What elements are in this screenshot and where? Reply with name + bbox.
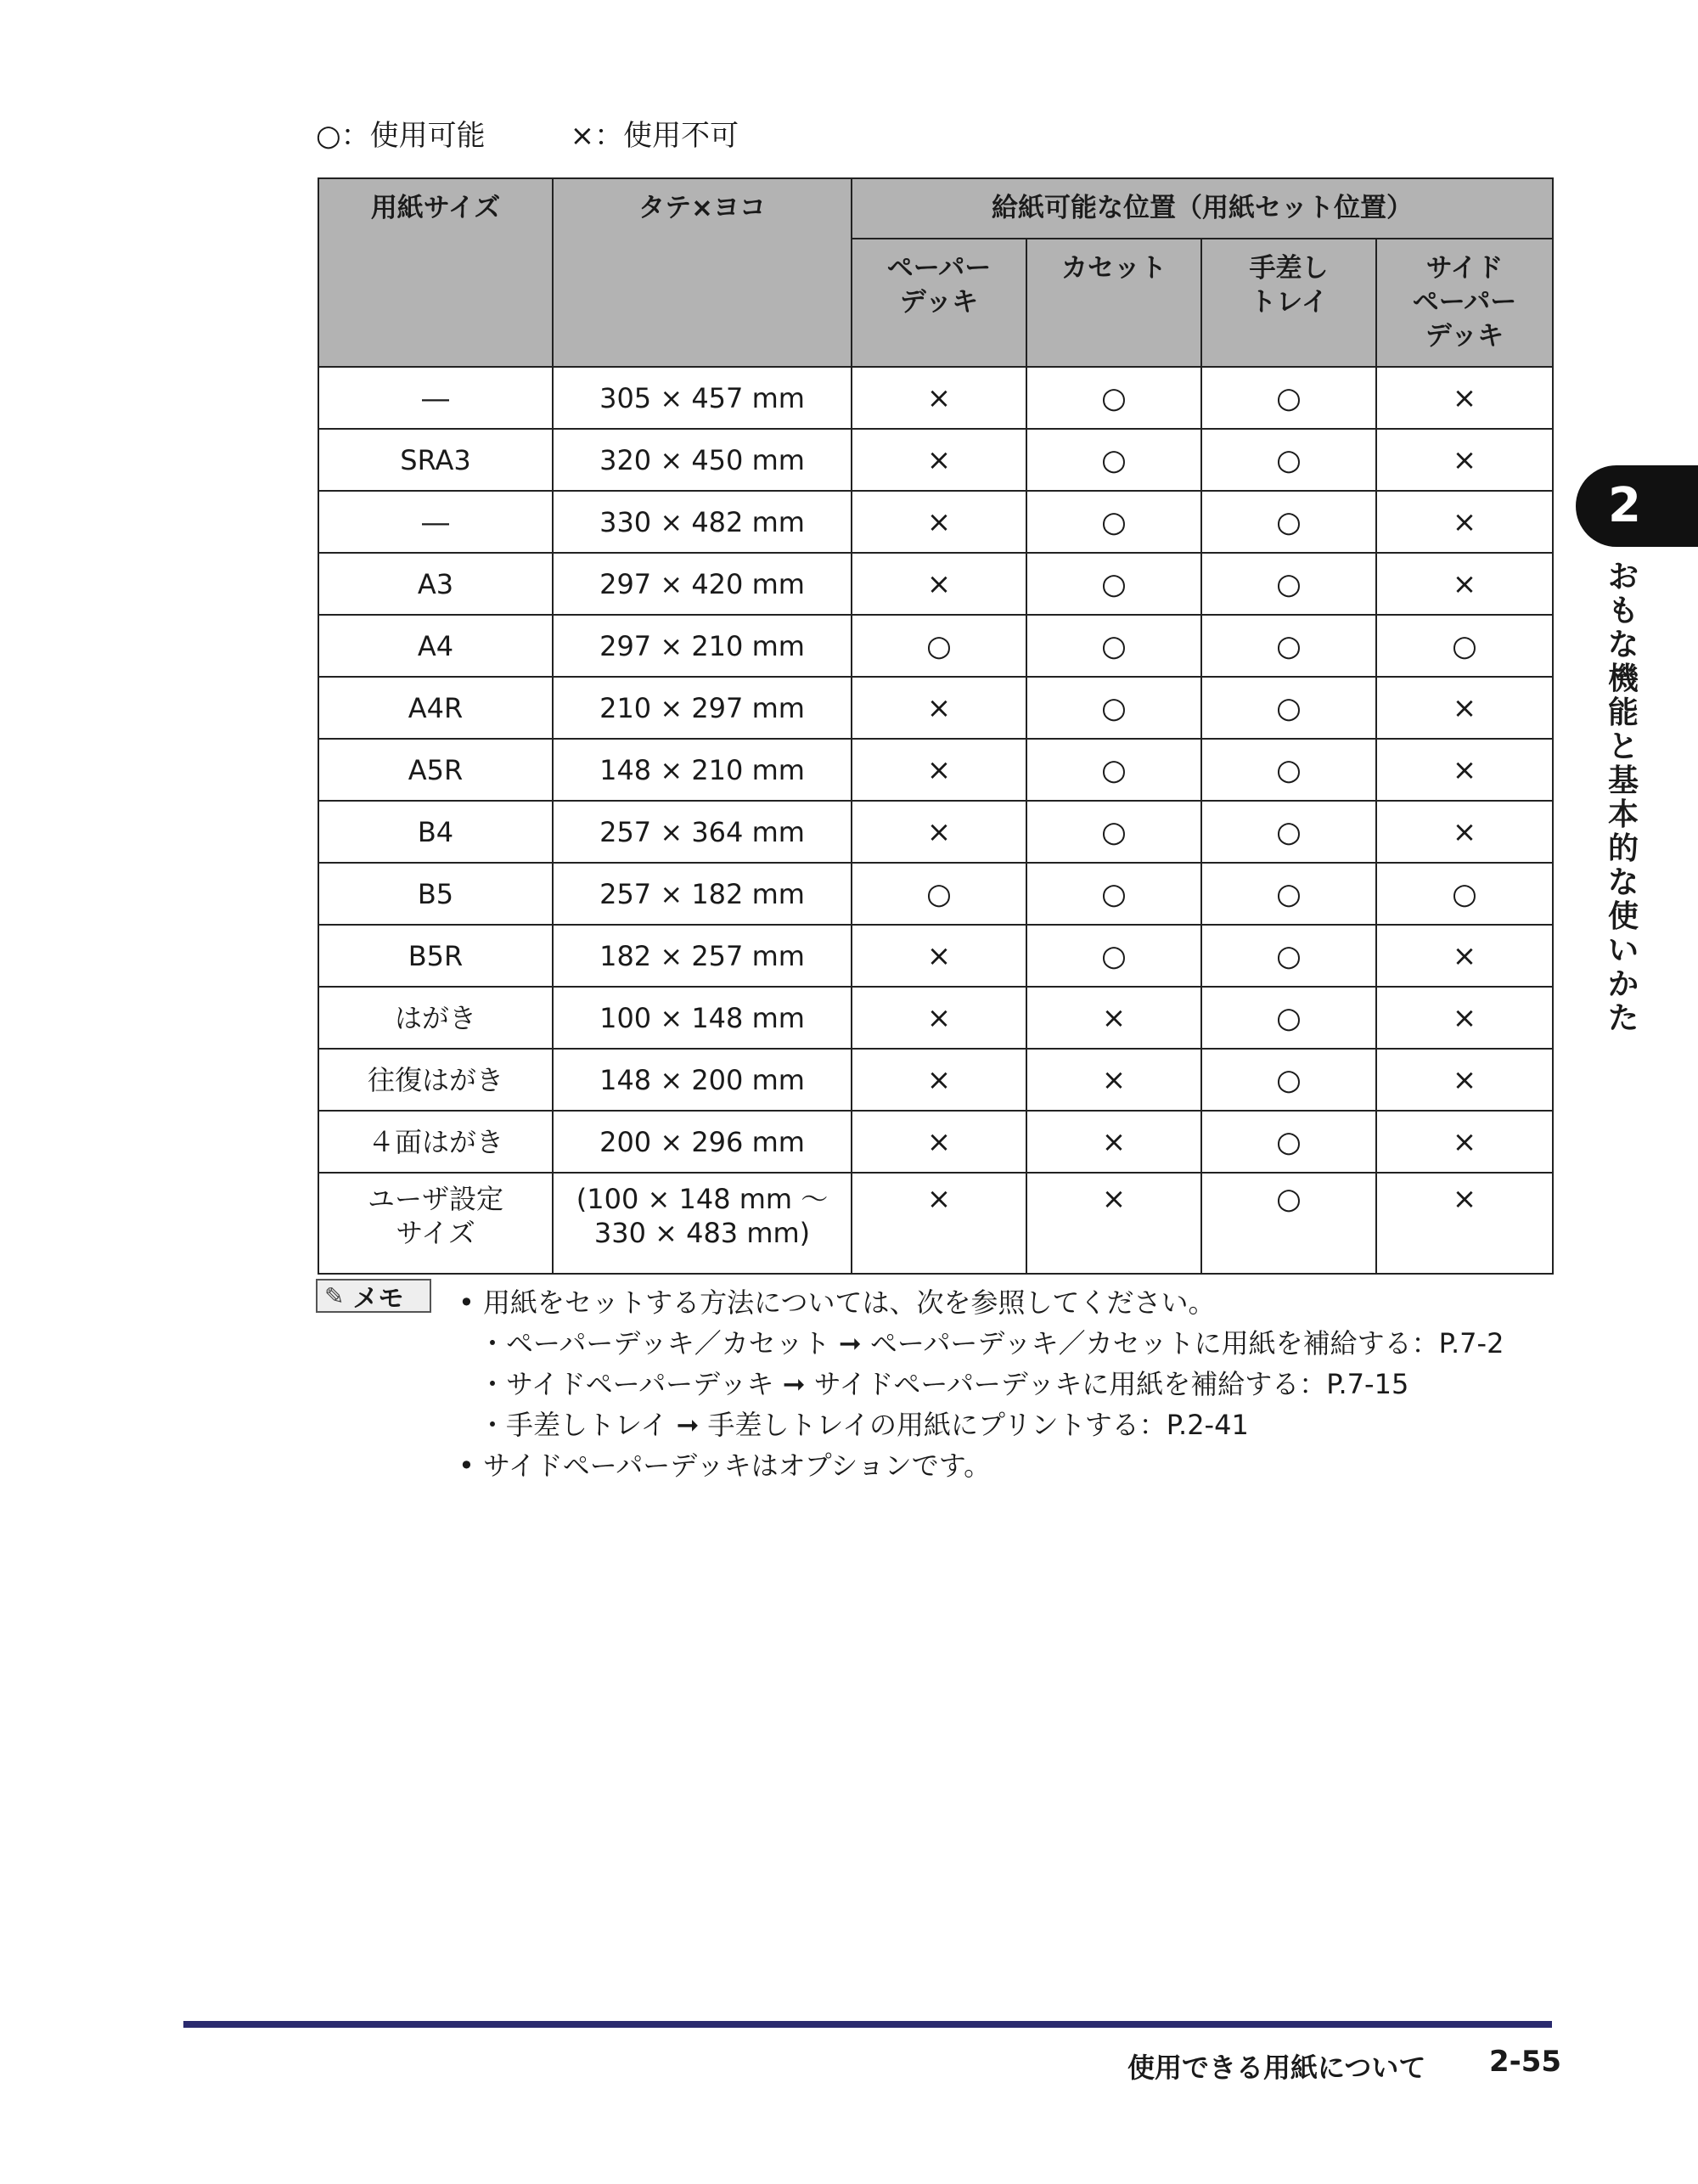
cell-availability: ○ [1201,925,1376,987]
table-row [318,1049,1553,1111]
cell-dimensions: 257 × 364 mm [553,801,852,863]
chapter-number: 2 [1608,478,1641,533]
memo-ref-side-deck: ・サイドペーパーデッキ ➞ サイドペーパーデッキに用紙を補給する：P.7-15 [479,1368,1409,1400]
cell-availability: ○ [1026,739,1201,801]
table-row [318,615,1553,677]
paper-size-table [318,177,1554,1275]
cell-availability: × [1026,1173,1201,1274]
cell-availability: × [1026,987,1201,1049]
cell-paper-size: 往復はがき [318,1049,553,1111]
table-row [318,553,1553,615]
cell-availability: ○ [1201,1173,1376,1274]
cell-paper-size: A3 [318,553,553,615]
legend-ng: ×：使用不可 [570,119,739,153]
cell-availability: × [852,987,1026,1049]
cell-availability: ○ [1026,553,1201,615]
cell-dimensions: 297 × 210 mm [553,615,852,677]
cell-dimensions: 148 × 200 mm [553,1049,852,1111]
cell-availability: ○ [1201,1049,1376,1111]
cell-dimensions: 200 × 296 mm [553,1111,852,1173]
table-row [318,925,1553,987]
cell-dimensions: 210 × 297 mm [553,677,852,739]
cell-availability: × [852,677,1026,739]
cell-availability: ○ [1026,429,1201,491]
chapter-tab [1576,465,1698,547]
cell-paper-size: ― [318,491,553,553]
cell-dimensions: 148 × 210 mm [553,739,852,801]
cell-availability: ○ [1026,615,1201,677]
cell-dimensions: 257 × 182 mm [553,863,852,925]
cell-paper-size: ユーザ設定 サイズ [318,1173,553,1274]
cell-dimensions: 330 × 482 mm [553,491,852,553]
cell-availability: × [852,367,1026,429]
header-side-deck: サイド ペーパー デッキ [1376,239,1553,367]
cell-paper-size: B5 [318,863,553,925]
memo-ref-manual-tray: ・手差しトレイ ➞ 手差しトレイの用紙にプリントする：P.2-41 [479,1409,1249,1441]
cell-availability: ○ [1201,429,1376,491]
pencil-icon: ✎ [324,1281,345,1310]
page-number: 2-55 [1489,2045,1562,2079]
table-row [318,1111,1553,1173]
cell-paper-size: はがき [318,987,553,1049]
cell-availability: ○ [1026,801,1201,863]
cell-availability: × [852,925,1026,987]
table-row [318,987,1553,1049]
cell-availability: ○ [1201,677,1376,739]
table-row [318,863,1553,925]
table-row [318,677,1553,739]
cell-availability: × [1376,491,1553,553]
header-feed-position: 給紙可能な位置（用紙セット位置） [852,178,1553,239]
cell-availability: × [1376,987,1553,1049]
memo-ref-paper-deck: ・ペーパーデッキ／カセット ➞ ペーパーデッキ／カセットに用紙を補給する：P.7-2 [479,1327,1504,1359]
cell-paper-size: ― [318,367,553,429]
cell-dimensions: (100 × 148 mm ～ 330 × 483 mm) [553,1173,852,1274]
cell-availability: × [1376,367,1553,429]
cell-availability: × [1376,925,1553,987]
cell-availability: × [1376,739,1553,801]
cell-availability: × [852,1173,1026,1274]
cell-dimensions: 297 × 420 mm [553,553,852,615]
cell-availability: ○ [1201,739,1376,801]
cell-paper-size: B5R [318,925,553,987]
cell-availability: ○ [1026,863,1201,925]
cell-availability: ○ [1376,863,1553,925]
cell-availability: ○ [1201,491,1376,553]
cell-paper-size: ４面はがき [318,1111,553,1173]
cell-dimensions: 100 × 148 mm [553,987,852,1049]
table-row [318,367,1553,429]
cell-availability: ○ [1026,367,1201,429]
header-paper-deck: ペーパー デッキ [852,239,1026,367]
cell-availability: × [1376,429,1553,491]
cell-availability: × [1376,1173,1553,1274]
memo-notes [458,1282,1504,1486]
cell-dimensions: 320 × 450 mm [553,429,852,491]
cell-availability: × [1026,1049,1201,1111]
cell-availability: ○ [1026,491,1201,553]
table-row [318,1173,1553,1274]
footer-section-title: 使用できる用紙について [1127,2052,1426,2084]
cell-availability: × [852,801,1026,863]
chapter-title: おもな機能と基本的な使いかた [1607,560,1639,1036]
cell-availability: × [1376,677,1553,739]
cell-availability: × [1376,1049,1553,1111]
cell-availability: ○ [1026,677,1201,739]
cell-availability: × [852,491,1026,553]
cell-dimensions: 182 × 257 mm [553,925,852,987]
cell-availability: ○ [1376,615,1553,677]
cell-paper-size: A4R [318,677,553,739]
footer-rule [183,2021,1552,2028]
header-cassette: カセット [1026,239,1201,367]
cell-availability: × [852,739,1026,801]
cell-availability: ○ [1201,801,1376,863]
cell-paper-size: A5R [318,739,553,801]
table-row [318,429,1553,491]
cell-availability: ○ [1201,367,1376,429]
cell-availability: × [1376,1111,1553,1173]
cell-availability: ○ [1201,615,1376,677]
cell-availability: ○ [1201,863,1376,925]
cell-availability: × [852,1049,1026,1111]
table-row [318,491,1553,553]
memo-bullet-2: • サイドペーパーデッキはオプションです。 [458,1445,1504,1486]
cell-paper-size: B4 [318,801,553,863]
legend [316,112,739,154]
cell-availability: × [852,1111,1026,1173]
cell-dimensions: 305 × 457 mm [553,367,852,429]
cell-availability: × [852,553,1026,615]
cell-availability: ○ [1201,553,1376,615]
memo-label: メモ [352,1284,404,1314]
cell-availability: × [1026,1111,1201,1173]
cell-paper-size: SRA3 [318,429,553,491]
header-dimensions: タテ×ヨコ [553,178,852,367]
cell-availability: × [852,429,1026,491]
cell-availability: × [1376,553,1553,615]
cell-availability: ○ [852,863,1026,925]
cell-availability: ○ [852,615,1026,677]
cell-availability: ○ [1201,987,1376,1049]
cell-availability: × [1376,801,1553,863]
cell-paper-size: A4 [318,615,553,677]
table-row [318,739,1553,801]
header-manual-tray: 手差し トレイ [1201,239,1376,367]
cell-availability: ○ [1201,1111,1376,1173]
memo-bullet-1: • 用紙をセットする方法については、次を参照してください。 [458,1282,1504,1323]
legend-ok: ○：使用可能 [316,119,486,153]
header-paper-size: 用紙サイズ [318,178,553,367]
memo-badge [316,1279,431,1313]
cell-availability: ○ [1026,925,1201,987]
table-row [318,801,1553,863]
